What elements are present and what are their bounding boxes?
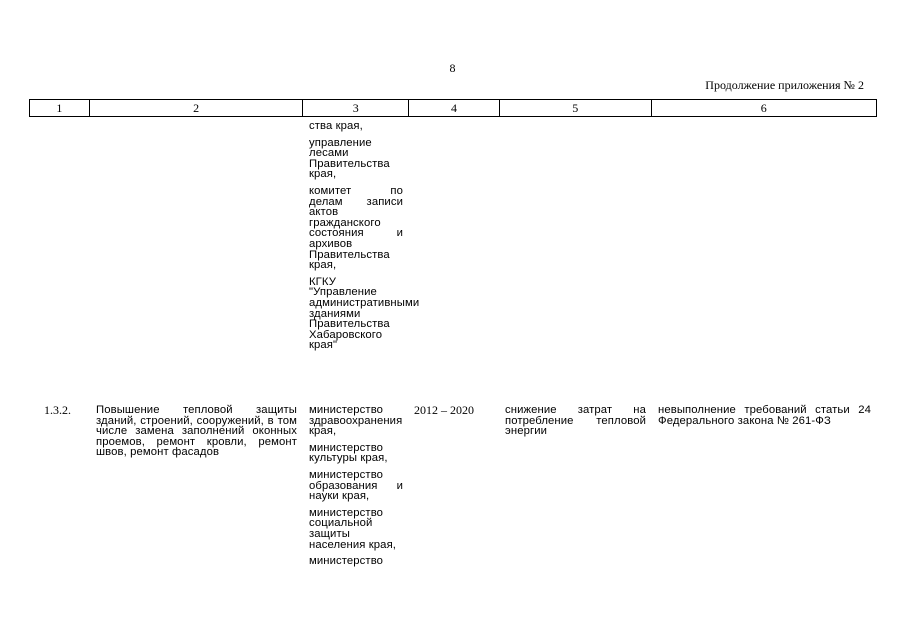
appendix-continuation-label: Продолжение приложения № 2	[705, 78, 864, 92]
executor-entry: управление лесами Правительства края,	[309, 136, 390, 181]
executor-entry: министерство образования и науки края,	[309, 468, 403, 503]
executor-entry: комитет по делам записи актов гражданского состояния и архивов Правительства края,	[309, 184, 403, 272]
row-number: 1.3.2.	[44, 403, 71, 417]
column-header-1: 1	[30, 100, 90, 116]
column-header-5: 5	[500, 100, 652, 116]
executor-entry: министерство социальной защиты населения края,	[309, 506, 397, 551]
column-header-2: 2	[90, 100, 304, 116]
measure-description: Повышение тепловой защиты зданий, строений, сооружений, в том числе замена заполнений оконных проемов, ремонт кровли, ремонт швов, ремонт фасадов	[96, 404, 297, 459]
column-header-4: 4	[409, 100, 500, 116]
executor-entry: министерство культуры края,	[309, 441, 388, 465]
page-number: 8	[449, 61, 456, 75]
failure-consequence: невыполнение требований статьи 24 Федерального закона № 261-ФЗ	[658, 404, 871, 427]
table-column-header-row	[29, 99, 877, 117]
executor-entry: министерство	[309, 555, 384, 568]
executor-entry: ства края,	[309, 120, 363, 132]
implementation-period: 2012 – 2020	[414, 403, 474, 417]
executor-entry: министерство здравоохранения края,	[309, 404, 403, 438]
expected-result: снижение затрат на потребление тепловой энергии	[505, 404, 646, 438]
column-header-3: 3	[303, 100, 409, 116]
continued-executors-cell	[309, 120, 420, 357]
column-header-6: 6	[760, 101, 767, 115]
executor-entry: КГКУ "Управление административными зданиями Правительства Хабаровского края"	[309, 275, 420, 352]
executors-cell	[309, 405, 403, 573]
